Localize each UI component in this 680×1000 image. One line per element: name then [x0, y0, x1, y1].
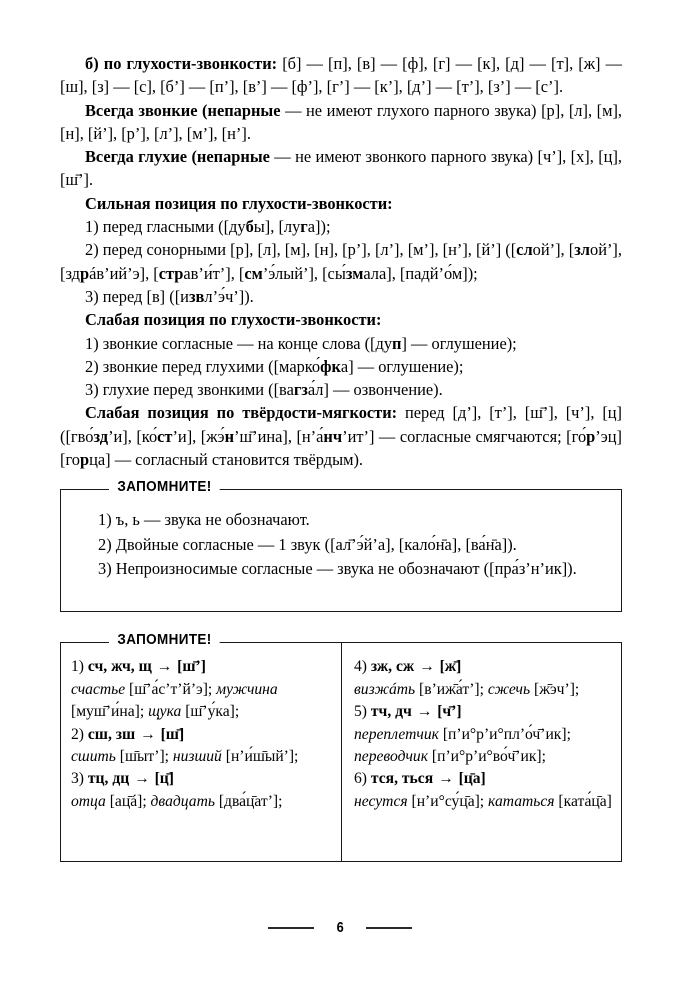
strong-2-b1: сл	[516, 240, 533, 260]
paragraph-voicing-pairs	[60, 52, 622, 99]
example-transcription: [ката́ц̄а]	[554, 792, 612, 810]
strong-position-item-2	[60, 238, 622, 285]
strong-1-b1: б	[245, 217, 254, 237]
weak-hardness-b2: ст	[157, 426, 173, 446]
sound-rule-examples	[354, 679, 613, 701]
example-word: мужчина	[216, 680, 278, 698]
arrow-icon: →	[415, 658, 439, 676]
weak-hardness-b1: зд	[93, 426, 109, 446]
sound-rule-examples	[71, 679, 333, 724]
remember-box-2	[60, 632, 622, 862]
weak-position-item-3	[60, 378, 622, 401]
voicing-pairs-label: б) по глухости-звонкости:	[85, 54, 278, 73]
weak-2-a: 2) звонкие перед глухими ([марко́	[85, 356, 321, 376]
sound-rule-head	[71, 768, 333, 790]
example-transcription: [два́ц̄ат’];	[214, 792, 283, 810]
arrow-icon: →	[152, 658, 177, 676]
weak-2-c: а] — оглушение);	[340, 356, 464, 376]
strong-1-m1: ы], [лу	[253, 217, 301, 237]
weak-hardness-c5: ’эц] [го	[60, 426, 622, 470]
sound-rule-number: 2)	[71, 725, 88, 743]
remember-box-1	[60, 479, 622, 612]
sound-rule-head	[71, 724, 333, 746]
strong-3-b1: зв	[188, 286, 205, 306]
sound-rule-result: [ц̄а]	[458, 770, 486, 788]
sound-rule-letters: зж, сж	[370, 658, 415, 676]
footer-rule-left	[268, 927, 314, 929]
weak-hardness-c1: ’и], [ко́	[108, 426, 158, 446]
example-transcription: [ац̄á];	[105, 792, 151, 810]
example-transcription: [н’и́ш̄ый’];	[221, 747, 299, 765]
strong-1-m2: а]);	[307, 217, 331, 237]
sound-rule-number: 1)	[71, 658, 88, 676]
sound-rule-letters: тц, дц	[87, 770, 130, 788]
example-word: сжечь	[487, 680, 531, 698]
sound-rule-examples	[354, 791, 613, 813]
strong-2-c4: ав’и́т’], [	[183, 263, 245, 283]
strong-2-b4: стр	[158, 263, 184, 283]
strong-2-b3: р	[79, 263, 90, 283]
arrow-icon: →	[412, 703, 437, 721]
example-transcription: [п’и°р’и°пл’о́ч̄’ик];	[438, 725, 571, 743]
always-voiced-list: [р], [л], [м], [н], [й’], [р’], [л’], [м’], [н’].	[60, 100, 622, 143]
strong-2-c2: ой’], [зд	[60, 240, 622, 283]
weak-1-b: п	[392, 333, 402, 353]
remember-1-item-1: 1) ъ, ь — звука не обозначают.	[98, 510, 310, 530]
always-voiceless-unpaired: непарные	[196, 147, 270, 167]
remember-box-2-left-column	[61, 643, 341, 861]
sound-rule-letters: тся, ться	[370, 770, 434, 788]
weak-3-c: а́л] — озвончение).	[307, 380, 443, 400]
weak-hardness-b4: нч	[323, 426, 343, 446]
strong-position-item-1	[60, 215, 622, 238]
arrow-icon: →	[136, 725, 160, 743]
strong-2-c1: ой’], [	[532, 240, 575, 260]
strong-3-c1: л’э́ч’]).	[204, 286, 254, 306]
page-footer	[0, 920, 680, 935]
sound-rule-examples	[354, 724, 613, 769]
example-word: отца	[71, 792, 106, 810]
sound-rule-letters: сч, жч, щ	[87, 658, 152, 676]
example-word: низший	[172, 747, 222, 765]
example-word: двадцать	[150, 792, 215, 810]
sound-rule-result: [ш̄]	[160, 725, 185, 743]
example-word: сшить	[71, 747, 116, 765]
sound-rule-result: [ч̄’]	[437, 703, 462, 721]
page-number: 6	[336, 919, 344, 936]
sound-rule-letters: сш, зш	[87, 725, 136, 743]
weak-1-a: 1) звонкие согласные — на конце слова ([ду	[85, 333, 393, 353]
sound-rule-head	[354, 656, 613, 678]
example-word: счастье	[71, 680, 126, 698]
sound-rule-result: [ц̄]	[154, 770, 174, 788]
example-word: визжáть	[354, 680, 416, 698]
example-word: щука	[148, 703, 182, 721]
weak-position-item-1	[60, 332, 622, 355]
weak-hardness-c6: ца] — согласный становится твёрдым).	[89, 450, 364, 470]
remember-1-item-3: 3) Непроизносимые согласные — звука не обозначают ([пра́з’н’ик]).	[98, 558, 577, 578]
weak-1-c: ] — оглушение);	[401, 333, 517, 353]
sound-rule-result: [ж̄]	[439, 658, 462, 676]
example-transcription: [н’и°су́ц̄а];	[407, 792, 489, 810]
strong-2-c6: ала], [падй’о́м]);	[363, 263, 478, 283]
weak-position-item-2	[60, 355, 622, 378]
arrow-icon: →	[130, 770, 154, 788]
example-transcription: [п’и°р’и°во́ч̄’ик];	[428, 747, 546, 765]
sound-rule-number: 3)	[71, 770, 88, 788]
weak-2-b: фк	[320, 356, 341, 376]
sound-rule-number: 4)	[354, 658, 371, 676]
weak-hardness-b6: р	[79, 450, 90, 470]
heading-weak-position-text: Слабая позиция по глухости-звонкости:	[85, 310, 382, 330]
weak-hardness-a: перед [д’], [т’], [ш̄’], [ч’], [ц] ([гво́	[60, 403, 623, 446]
paragraph-always-voiceless	[60, 145, 622, 192]
sound-rule-examples	[71, 791, 333, 813]
sound-rule-result: [ш̄’]	[177, 658, 206, 676]
strong-position-item-3	[60, 285, 622, 308]
remember-box-2-legend: ЗАПОМНИТЕ!	[109, 632, 220, 648]
strong-2-b6: зм	[345, 263, 364, 283]
example-word: переплетчик	[354, 725, 439, 743]
strong-2-a: 2) перед сонорными [р], [л], [м], [н], [р’], [л’], [м’], [н’], [й’] ([	[85, 240, 517, 260]
always-voiced-unpaired: непарные	[207, 100, 281, 120]
strong-2-b5: см	[244, 263, 263, 283]
strong-3-a: 3) перед [в] ([и	[85, 286, 189, 306]
example-transcription: [ш̄ыт’];	[115, 747, 173, 765]
weak-hardness-c3: ’ш̄’ина], [н’а́	[234, 426, 324, 446]
example-transcription: [ш̄’а́с’т’й’э];	[125, 680, 217, 698]
remember-box-1-content	[73, 508, 607, 581]
footer-rule-right	[366, 927, 412, 929]
example-transcription: [муш̄’и́на];	[71, 703, 149, 721]
heading-weak-position	[60, 308, 622, 331]
sound-rule-head	[71, 656, 333, 678]
weak-hardness-b3: н	[224, 426, 235, 446]
sound-rule-head	[354, 768, 613, 790]
always-voiced-note: — не имеют глухого парного звука)	[280, 100, 542, 120]
heading-strong-position-text: Сильная позиция по глухости-звонкости:	[85, 193, 393, 213]
strong-1-a: 1) перед гласными ([ду	[85, 217, 246, 237]
arrow-icon: →	[434, 770, 458, 788]
strong-2-c5: ’э́лый’], [сы́	[262, 263, 346, 283]
example-transcription: [ж̄эч’];	[530, 680, 580, 698]
always-voiced-label: Всегда звонкие (	[85, 100, 208, 120]
always-voiceless-label: Всегда глухие (	[85, 147, 197, 167]
sound-rule-number: 5)	[354, 703, 371, 721]
always-voiceless-list: [ч’], [х], [ц], [ш̄’].	[60, 147, 622, 190]
main-body-text	[60, 52, 622, 471]
strong-1-b2: г	[300, 217, 308, 237]
example-word: переводчик	[354, 747, 429, 765]
sound-rule-number: 6)	[354, 770, 371, 788]
weak-hardness-b5: р	[586, 426, 596, 446]
sound-rule-letters: тч, дч	[370, 703, 412, 721]
weak-hardness-label: Слабая позиция по твёрдости-мягкости:	[85, 403, 398, 423]
remember-box-1-legend: ЗАПОМНИТЕ!	[109, 479, 220, 495]
example-transcription: [ш̄’у́ка];	[181, 703, 240, 721]
sound-rule-head	[354, 701, 613, 723]
heading-strong-position	[60, 192, 622, 215]
weak-hardness-c2: ’и], [жэ́	[172, 426, 225, 446]
voicing-pairs-list: [б] — [п], [в] — [ф], [г] — [к], [д] — [т], [ж] — [ш], [з] — [с], [б’] — [п’], [в’] — [ф’], [г’] — [к’], [д’] — [т’], [з’] — [с’].	[60, 54, 622, 97]
example-word: несутся	[354, 792, 408, 810]
weak-3-b: гз	[293, 380, 308, 400]
always-voiceless-note: — не имеют звонкого парного звука)	[269, 147, 538, 167]
paragraph-weak-hardness-softness	[60, 401, 622, 471]
weak-3-a: 3) глухие перед звонкими ([ва	[85, 380, 294, 400]
strong-2-b2: зл	[574, 240, 590, 260]
example-transcription: [в’иж̄а́т’];	[415, 680, 488, 698]
strong-2-c3: áв’ий’э], [	[89, 263, 159, 283]
paragraph-always-voiced	[60, 99, 622, 146]
sound-rule-examples	[71, 746, 333, 768]
remember-box-2-right-column	[341, 643, 621, 861]
remember-1-item-2: 2) Двойные согласные — 1 звук ([ал̄’э́й’а], [кало́н̄а], [ва́н̄а]).	[98, 534, 517, 554]
weak-hardness-c4: ’ит’] — согласные смягчаются; [го́	[342, 426, 587, 446]
example-word: кататься	[488, 792, 555, 810]
